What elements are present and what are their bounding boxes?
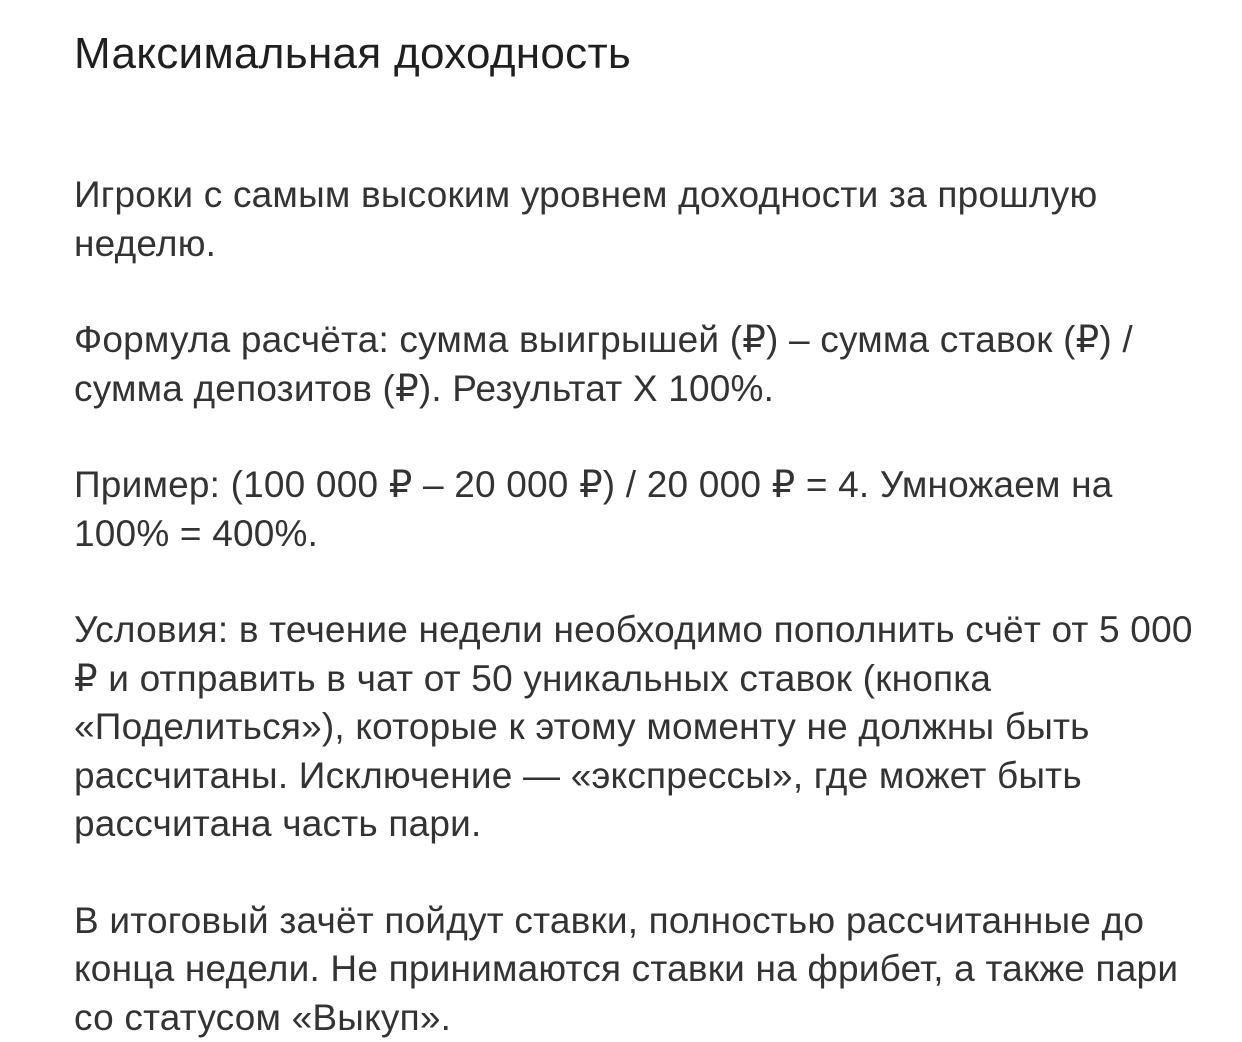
paragraph-final-rules: В итоговый зачёт пойдут ставки, полностью рассчитанные до конца недели. Не принимаются ставки на фрибет, а также пари со статусом «Выкуп».	[74, 897, 1194, 1042]
paragraph-formula: Формула расчёта: сумма выигрышей (₽) – сумма ставок (₽) / сумма депозитов (₽). Результат Х 100%.	[74, 316, 1194, 413]
page-title: Максимальная доходность	[74, 24, 1194, 84]
paragraph-example: Пример: (100 000 ₽ – 20 000 ₽) / 20 000 ₽ = 4. Умножаем на 100% = 400%.	[74, 461, 1194, 558]
paragraph-conditions: Условия: в течение недели необходимо пополнить счёт от 5 000 ₽ и отправить в чат от 50 уникальных ставок (кнопка «Поделиться»), которые к этому моменту не должны быть рассчитаны. Исключение — «экспрессы», где может быть рассчитана часть пари.	[74, 606, 1194, 849]
document-body	[74, 24, 1194, 1042]
paragraph-intro: Игроки с самым высоким уровнем доходности за прошлую неделю.	[74, 171, 1194, 268]
